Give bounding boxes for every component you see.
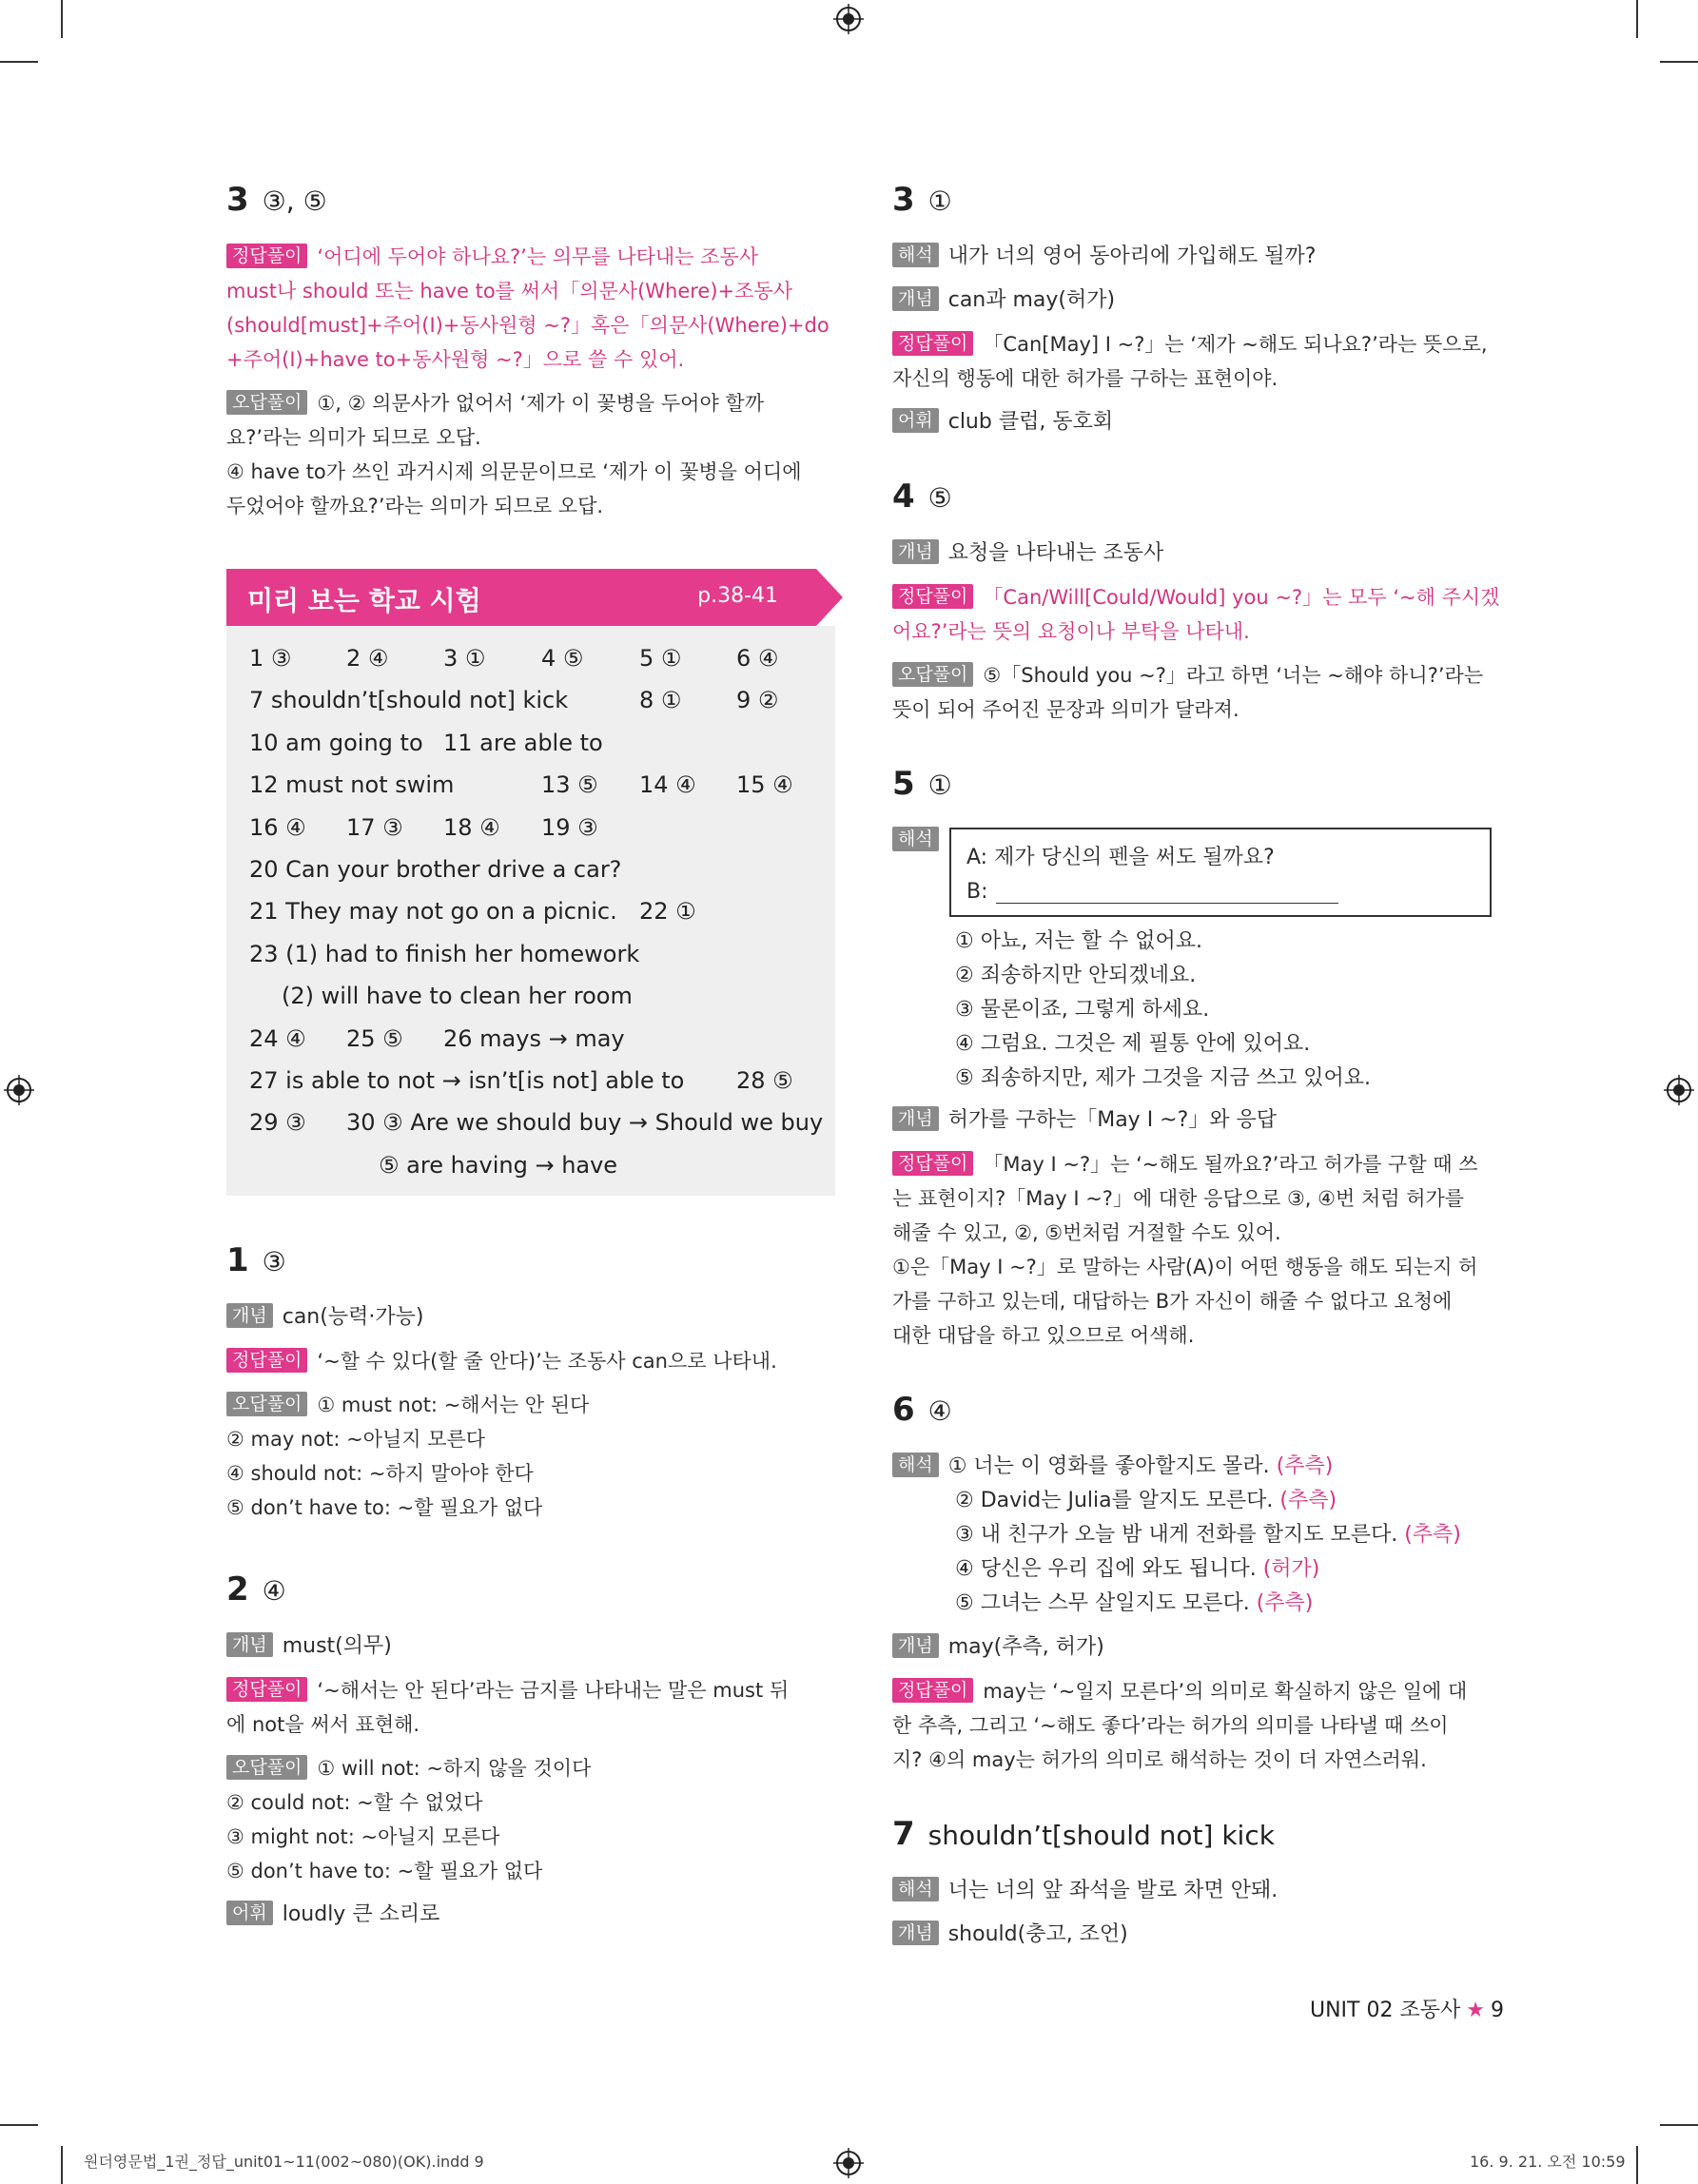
correct-explanation: 정답풀이 「Can/Will[Could/Would] you ~?」는 모두 ‘~해 주시겠 어요?’라는 뜻의 요청이나 부탁을 나타내. [892,586,1500,643]
answer-item: 7 shouldn’t[should not] kick [249,687,569,714]
option: ⑤ 죄송하지만, 제가 그것을 지금 쓰고 있어요. [955,1066,1371,1090]
question-heading: 6 ④ [892,1391,952,1429]
concept: 개념 must(의무) [226,1629,835,1664]
answer-item: 17 ③ [346,813,403,841]
concept: 개념 can(능력·가능) [226,1300,835,1335]
translation: 해석 너는 너의 앞 좌석을 발로 차면 안돼. [892,1874,1501,1908]
answer-row [249,809,835,850]
question-4 [892,478,1501,727]
answer-item: 16 ④ [249,813,306,841]
option: ③ 물론이죠, 그렇게 하세요. [955,998,1210,1022]
crop-mark [0,2124,38,2126]
answer-item: 14 ④ [639,771,696,799]
concept: 개념 요청을 나타내는 조동사 [892,536,1501,571]
wrong-explanation: 오답풀이 ⑤「Should you ~?」라고 하면 ‘너는 ~해야 하니?’라는 뜻이 되어 주어진 문장과 의미가 달라져. [892,664,1484,721]
answer-panel [226,569,835,1196]
answer-item: 10 am going to [249,729,423,756]
answer-item: 27 is able to not → isn’t[is not] able to [249,1066,685,1094]
answer-row [249,892,835,934]
question-6 [892,1391,1501,1777]
answer-item: ⑤ are having → have [379,1151,618,1179]
crop-mark [61,2146,63,2184]
question-1 [226,1241,835,1525]
answer-item: 28 ⑤ [736,1066,793,1094]
option: ① 아뇨, 저는 할 수 없어요. [955,929,1202,953]
vocabulary: 어휘 club 클럽, 동호회 [892,405,1501,439]
answer-item: 2 ④ [346,645,389,672]
crop-mark [1636,2146,1638,2184]
question-heading: 3 ③, ⑤ [226,181,327,219]
vocabulary: 어휘 loudly 큰 소리로 [226,1898,835,1932]
page-label: UNIT 02 조동사 ★ 9 [1310,1999,1504,2022]
answer-row [249,977,835,1019]
answer-item: 22 ① [639,898,696,926]
question-heading: 1 ③ [226,1241,286,1280]
wrong-explanation: 오답풀이 ① will not: ~하지 않을 것이다 ② could not: ~할 수 없었다 ③ might not: ~아닐지 모른다 ⑤ don’t have to: ~할 필요가 없다 [226,1757,592,1883]
concept: 개념 may(추측, 허가) [892,1630,1501,1665]
registration-mark-icon [833,2148,864,2178]
footer-filename: 원더영문법_1권_정답_unit01~11(002~080)(OK).indd 9 [84,2153,484,2171]
concept: 개념 can과 may(허가) [892,283,1501,318]
question-heading: 7 shouldn’t[should not] kick [892,1815,1275,1853]
answer-panel-body [226,626,835,1196]
answer-row [249,724,835,766]
left-column [226,181,835,1978]
answer-row [249,1020,835,1062]
right-column [892,181,1501,1998]
options-list [892,925,1501,1096]
translation: 해석 [892,824,1501,858]
answer-row [249,681,835,723]
answer-item: 24 ④ [249,1024,306,1052]
answer-panel-title: 미리 보는 학교 시험 p.38-41 [226,569,816,626]
correct-explanation: 정답풀이 ‘~할 수 있다(할 줄 안다)’는 조동사 can으로 나타내. [226,1344,835,1378]
panel-arrow-icon [816,569,843,626]
answer-item: 8 ① [639,687,682,714]
answer-item: 19 ③ [541,813,598,841]
answer-item: 1 ③ [249,645,292,672]
crop-mark [1660,61,1698,63]
wrong-tag: 오답풀이 [226,390,307,415]
answer-item: 13 ⑤ [541,771,598,799]
registration-mark-icon [4,1075,34,1105]
answer-item: 6 ④ [736,645,779,672]
question-heading: 4 ⑤ [892,478,952,516]
answer-item: 12 must not swim [249,771,455,799]
crop-mark [1636,0,1638,38]
correct-explanation: 정답풀이 ‘~해서는 안 된다’라는 금지를 나타내는 말은 must 뒤 에 not을 써서 표현해. [226,1679,790,1737]
answer-item: 29 ③ [249,1109,306,1137]
crop-mark [61,0,63,38]
answer-row [249,1103,835,1145]
answer-row [249,766,835,808]
correct-tag: 정답풀이 [226,244,307,268]
option: ④ 그럼요. 그것은 제 필통 안에 있어요. [955,1032,1311,1056]
answer-item: 18 ④ [443,813,500,841]
answer-row [249,1146,835,1188]
concept: 개념 should(충고, 조언) [892,1918,1501,1952]
wrong-explanation: 오답풀이 ① must not: ~해서는 안 된다 ② may not: ~아닐지 모른다 ④ should not: ~하지 말아야 한다 ⑤ don’t have to: ~할 필요가 없다 [226,1394,590,1520]
answer-row [249,1062,835,1103]
star-icon: ★ [1466,1999,1485,2022]
answer-item: 30 ③ Are we should buy → Should we buy [346,1109,824,1137]
answer-item: (2) will have to clean her room [282,983,633,1010]
question-heading: 2 ④ [226,1570,286,1609]
correct-explanation: 정답풀이 may는 ‘~일지 모른다’의 의미로 확실하지 않은 일에 대 한 추측, 그리고 ‘~해도 좋다’라는 허가의 의미를 나타낼 때 쓰이 지? ④의 may는 허가의 의미로 해석하는 것이 더 자연스러워. [892,1680,1468,1771]
answer-item: 3 ① [443,645,486,672]
wrong-explanation: 오답풀이 ①, ② 의문사가 없어서 ‘제가 이 꽃병을 두어야 할까 요?’라는 의미가 되므로 오답. ④ have to가 쓰인 과거시제 의문문이므로 ‘제가 이 꽃병을 어디에 두었어야 할까요?’라는 의미가 되므로 오답. [226,392,802,517]
translation: 해석 내가 너의 영어 동아리에 가입해도 될까? [892,240,1501,274]
answer-item: 4 ⑤ [541,645,584,672]
question-5 [892,765,1501,1353]
answer-item: 5 ① [639,645,682,672]
answer-row [249,639,835,681]
question-7 [892,1815,1501,1952]
answer-item: 23 (1) had to finish her homework [249,940,640,967]
crop-mark [1660,2124,1698,2126]
answer-item: 26 mays → may [443,1024,625,1052]
question-3 [892,181,1501,439]
translation: 해석 ① 너는 이 영화를 좋아할지도 몰라. (추측) ② David는 Julia를 알지도 모른다. (추측) ③ 내 친구가 오늘 밤 내게 전화를 할지도 모른다. (추측) ④ 당신은 우리 집에 와도 됩니다. (허가) ⑤ 그녀는 스무 살일지도 모른다. (추측) [892,1450,1501,1621]
question-heading: 5 ① [892,765,952,803]
footer-timestamp: 16. 9. 21. 오전 10:59 [1470,2153,1626,2171]
question-heading: 3 ① [892,181,952,219]
answer-item: 20 Can your brother drive a car? [249,855,622,883]
correct-explanation: 정답풀이 「Can[May] I ~?」는 ‘제가 ~해도 되나요?’라는 뜻으로, 자신의 행동에 대한 허가를 구하는 표현이야. [892,333,1488,390]
answer-blank [996,878,1338,904]
concept: 개념 허가를 구하는「May I ~?」와 응답 [892,1103,1501,1138]
answer-item: 25 ⑤ [346,1024,403,1052]
registration-mark-icon [1664,1075,1694,1105]
question-3-top [226,181,835,523]
option: ② 죄송하지만 안되겠네요. [955,964,1197,987]
dialog-box: A: 제가 당신의 펜을 써도 될까요? B: [949,828,1492,917]
answer-row [249,935,835,977]
crop-mark [0,61,38,63]
correct-explanation: 정답풀이 「May I ~?」는 ‘~해도 될까요?’라고 허가를 구할 때 쓰 는 표현이지?「May I ~?」에 대한 응답으로 ③, ④번 처럼 허가를 해줄 수 있고, ②, ⑤번처럼 거절할 수도 있어. ①은「May I ~?」로 말하는 사람(A)이 어떤 행동을 해도 되는지 허 가를 구하고 있는데, 대답하는 B가 자신이 해줄 수 없다고 요청에 대한 대답을 하고 있으므로 어색해. [892,1153,1478,1347]
answer-item: 15 ④ [736,771,793,799]
answer-item: 11 are able to [443,729,603,756]
question-2 [226,1570,835,1932]
registration-mark-icon [833,4,864,34]
answer-row [249,850,835,892]
correct-explanation: 정답풀이 ‘어디에 두어야 하나요?’는 의무를 나타내는 조동사 must나 should 또는 have to를 써서「의문사(Where)+조동사 (should[must]+주어(I)+동사원형 ~?」혹은「의문사(Where)+do +주어(I)+have to+동사원형 ~?」으로 쓸 수 있어. [226,245,829,371]
answer-item: 21 They may not go on a picnic. [249,898,617,926]
answer-item: 9 ② [736,687,779,714]
